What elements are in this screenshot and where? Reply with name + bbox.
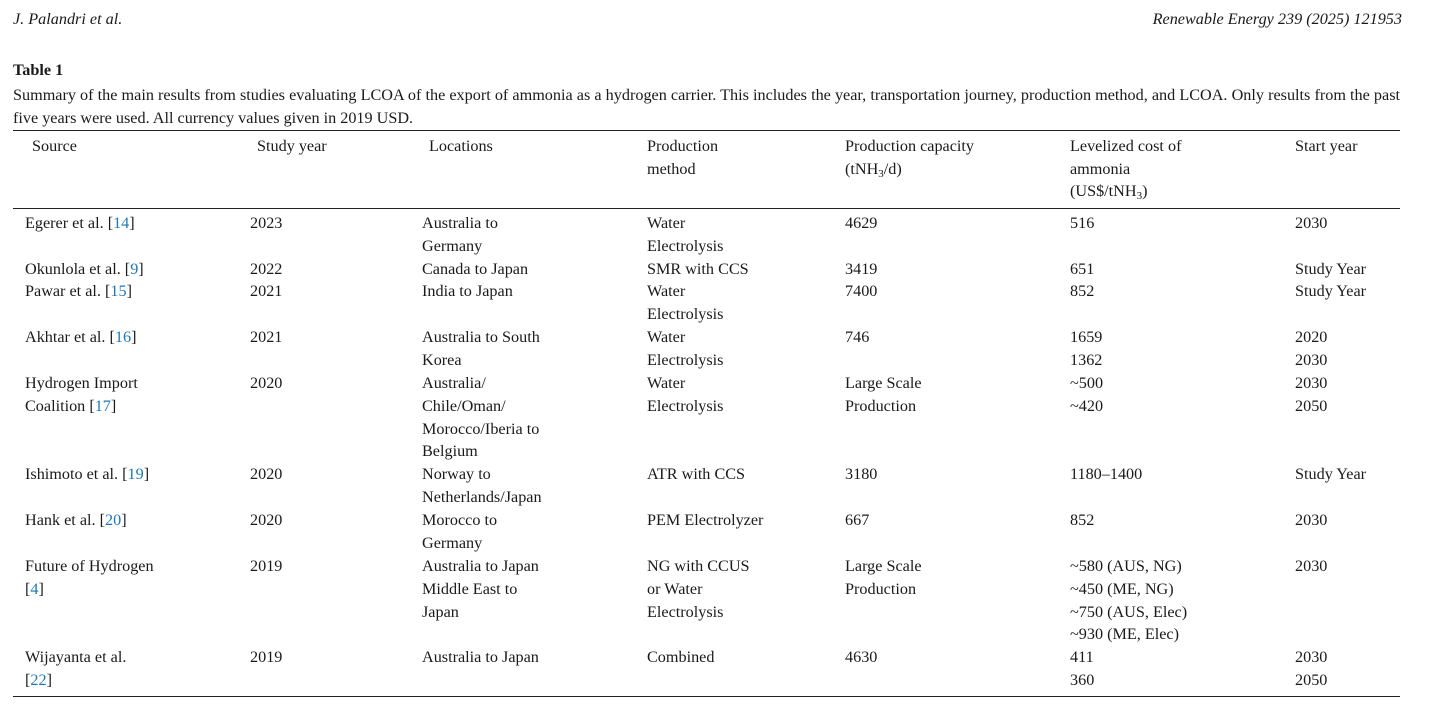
cell-source — [25, 280, 132, 303]
source-line — [25, 646, 126, 669]
cell-locations-line: Morocco to — [422, 511, 498, 529]
ref-bracket: ] — [131, 328, 137, 346]
cell-start-year-line: Study Year — [1295, 282, 1367, 300]
citation-link[interactable]: 22 — [30, 670, 47, 689]
cell-locations-line: Germany — [422, 533, 483, 552]
ref-bracket: [ — [124, 260, 131, 278]
cell-locations — [422, 509, 497, 555]
unit-part: ) — [1142, 182, 1148, 200]
col-header-lcoa-unit — [1070, 180, 1181, 203]
cell-locations-line: Korea — [422, 350, 462, 369]
cell-lcoa — [1070, 326, 1102, 372]
source-text: Okunlola et al. — [25, 260, 125, 278]
cell-lcoa — [1070, 463, 1142, 486]
cell-production-capacity — [845, 463, 877, 486]
cell-locations-line: Norway to — [422, 465, 491, 483]
cell-locations — [422, 646, 539, 669]
cell-production-capacity-line: 4629 — [845, 214, 878, 232]
cell-production-method-line: Water — [647, 328, 686, 346]
source-text: Hank et al. — [25, 511, 100, 529]
source-text: Future of Hydrogen — [25, 557, 154, 575]
col-header-study-year: Study year — [257, 137, 327, 155]
cell-production-capacity-line: Production — [845, 579, 917, 598]
cell-locations-line: Middle East to — [422, 579, 518, 598]
running-head — [13, 10, 1402, 32]
cell-production-capacity — [845, 372, 922, 418]
cell-production-method-line: Water — [647, 374, 686, 392]
cell-production-capacity-line: Production — [845, 396, 917, 415]
col-header-production-method — [647, 135, 718, 180]
ref-bracket: ] — [126, 282, 132, 300]
cell-production-capacity-line: 746 — [845, 328, 870, 346]
source-line — [25, 669, 126, 692]
ref-bracket: [ — [89, 396, 95, 415]
table-header-rule — [13, 208, 1400, 209]
ref-bracket: [ — [107, 214, 114, 232]
source-text: Wijayanta et al. — [25, 648, 127, 666]
source-line — [25, 578, 154, 601]
cell-study-year: 2019 — [250, 557, 283, 575]
source-line — [25, 326, 136, 349]
citation-link[interactable]: 17 — [94, 396, 111, 415]
ref-bracket: [ — [25, 579, 31, 598]
cell-lcoa — [1070, 646, 1094, 692]
cell-production-capacity — [845, 212, 877, 235]
cell-production-method-line: Electrolysis — [647, 236, 724, 255]
ref-bracket: ] — [110, 396, 117, 415]
cell-study-year: 2022 — [250, 260, 283, 278]
cell-production-method-line: or Water — [647, 579, 703, 598]
cell-lcoa — [1070, 258, 1094, 281]
cell-locations — [422, 463, 542, 509]
cell-production-capacity-line: Large Scale — [845, 557, 922, 575]
cell-source — [25, 463, 149, 486]
cell-study-year: 2021 — [250, 282, 283, 300]
cell-start-year — [1295, 372, 1327, 418]
cell-locations-line: Japan — [422, 602, 459, 621]
col-header-lcoa-line1: Levelized cost of — [1070, 137, 1182, 155]
cell-lcoa-line: ~500 — [1070, 374, 1104, 392]
ref-bracket: [ — [105, 282, 111, 300]
col-header-source: Source — [32, 137, 77, 155]
cell-production-method — [647, 212, 723, 258]
table-caption: Summary of the main results from studies evaluating LCOA of the export of ammonia as a hydrogen carrier. This includes the year, transportation journey, production method, and LCOA. Only results from the past five years were used. All currency values given in 2019 USD. — [13, 86, 1400, 127]
cell-production-method — [647, 555, 750, 623]
cell-lcoa — [1070, 280, 1094, 303]
col-header-production-method-line1: Production — [647, 137, 719, 155]
citation-link[interactable]: 14 — [113, 214, 130, 232]
cell-start-year — [1295, 326, 1327, 372]
cell-study-year: 2019 — [250, 648, 283, 666]
citation-link[interactable]: 20 — [105, 511, 122, 529]
cell-lcoa-line: ~450 (ME, NG) — [1070, 579, 1174, 598]
cell-production-method — [647, 258, 749, 281]
ref-bracket: [ — [99, 511, 106, 529]
cell-locations — [422, 280, 513, 303]
source-line — [25, 212, 135, 235]
cell-lcoa — [1070, 555, 1187, 646]
col-header-lcoa-line2: ammonia — [1070, 159, 1131, 178]
cell-production-method-line: NG with CCUS — [647, 557, 750, 575]
running-head-authors: J. Palandri et al. — [13, 10, 123, 28]
cell-locations-line: India to Japan — [422, 282, 513, 300]
citation-link[interactable]: 16 — [114, 328, 132, 346]
col-header-production-capacity — [845, 135, 974, 180]
source-text: Coalition — [25, 396, 90, 415]
cell-lcoa-line: 1659 — [1070, 328, 1103, 346]
cell-start-year — [1295, 463, 1366, 486]
ref-bracket: ] — [46, 670, 52, 689]
col-header-production-method-line2: method — [647, 159, 696, 178]
ref-bracket: ] — [138, 260, 144, 278]
unit-part: (US$/tNH — [1070, 182, 1137, 200]
cell-locations-line: Australia to — [422, 214, 498, 232]
unit-part: /d) — [883, 159, 902, 178]
cell-lcoa-line: 516 — [1070, 214, 1095, 232]
cell-start-year — [1295, 509, 1327, 532]
cell-start-year-line: 2020 — [1295, 328, 1328, 346]
cell-lcoa-line: ~420 — [1070, 396, 1104, 415]
source-text: Akhtar et al. — [25, 328, 110, 346]
cell-production-capacity — [845, 555, 922, 601]
ref-bracket: [ — [122, 465, 128, 483]
cell-source — [25, 555, 154, 601]
citation-link[interactable]: 4 — [30, 579, 39, 598]
table-top-rule — [13, 130, 1400, 131]
cell-production-method — [647, 326, 723, 372]
cell-lcoa — [1070, 372, 1103, 418]
cell-production-method-line: Electrolysis — [647, 350, 724, 369]
cell-source — [25, 509, 127, 532]
cell-source — [25, 212, 135, 235]
cell-production-method — [647, 280, 723, 326]
cell-production-method-line: Electrolysis — [647, 602, 724, 621]
source-line — [25, 509, 127, 532]
cell-study-year: 2021 — [250, 328, 283, 346]
cell-production-method-line: SMR with CCS — [647, 260, 749, 278]
cell-locations-line: Netherlands/Japan — [422, 487, 542, 506]
cell-production-capacity — [845, 509, 869, 532]
cell-locations-line: Chile/Oman/ — [422, 396, 506, 415]
cell-study-year: 2020 — [250, 511, 283, 529]
cell-source — [25, 646, 126, 692]
col-header-locations: Locations — [429, 137, 493, 155]
cell-locations-line: Australia/ — [422, 374, 486, 392]
ref-bracket: ] — [38, 579, 44, 598]
cell-lcoa-line: ~930 (ME, Elec) — [1070, 625, 1179, 644]
cell-production-method — [647, 509, 763, 532]
cell-start-year-line: 2030 — [1295, 511, 1328, 529]
cell-production-capacity-line: 667 — [845, 511, 870, 529]
citation-link[interactable]: 15 — [110, 282, 127, 300]
ref-bracket: ] — [143, 465, 150, 483]
cell-production-method-line: Combined — [647, 648, 715, 666]
col-header-lcoa — [1070, 135, 1181, 203]
cell-start-year — [1295, 212, 1327, 235]
cell-start-year-line: 2050 — [1295, 670, 1328, 689]
cell-start-year — [1295, 555, 1327, 578]
table-bottom-rule — [13, 696, 1400, 697]
cell-start-year — [1295, 280, 1366, 303]
source-line — [25, 258, 144, 281]
cell-start-year-line: 2030 — [1295, 214, 1328, 232]
cell-production-method — [647, 463, 745, 486]
source-text: Ishimoto et al. — [25, 465, 123, 483]
table-label: Table 1 — [13, 61, 64, 79]
cell-locations — [422, 555, 539, 623]
cell-production-method-line: PEM Electrolyzer — [647, 511, 764, 529]
source-line — [25, 372, 138, 395]
source-line — [25, 463, 149, 486]
cell-production-method-line: Electrolysis — [647, 304, 724, 323]
cell-production-capacity — [845, 280, 877, 303]
cell-production-method-line: ATR with CCS — [647, 465, 746, 483]
cell-start-year — [1295, 258, 1366, 281]
cell-locations — [422, 258, 528, 281]
cell-production-capacity-line: Large Scale — [845, 374, 922, 392]
cell-lcoa-line: 411 — [1070, 648, 1094, 666]
cell-production-capacity-line: 3419 — [845, 260, 878, 278]
cell-start-year-line: 2030 — [1295, 374, 1328, 392]
ref-bracket: [ — [25, 670, 31, 689]
cell-lcoa-line: 1180–1400 — [1070, 465, 1143, 483]
cell-production-method-line: Water — [647, 282, 686, 300]
cell-source — [25, 372, 138, 418]
col-header-production-capacity-line1: Production capacity — [845, 137, 975, 155]
cell-source — [25, 258, 144, 281]
cell-lcoa-line: ~580 (AUS, NG) — [1070, 557, 1182, 575]
cell-locations-line: Australia to Japan — [422, 648, 539, 666]
cell-lcoa-line: ~750 (AUS, Elec) — [1070, 602, 1188, 621]
source-text: Egerer et al. — [25, 214, 108, 232]
source-line — [25, 395, 138, 418]
unit-subscript: 3 — [878, 167, 884, 180]
cell-production-capacity-line: 3180 — [845, 465, 878, 483]
cell-production-capacity — [845, 326, 869, 349]
source-line — [25, 280, 132, 303]
cell-source — [25, 326, 136, 349]
cell-study-year: 2023 — [250, 214, 283, 232]
cell-locations-line: Morocco/Iberia to — [422, 419, 540, 438]
cell-study-year: 2020 — [250, 465, 283, 483]
cell-locations — [422, 372, 539, 463]
cell-lcoa-line: 1362 — [1070, 350, 1103, 369]
cell-lcoa-line: 360 — [1070, 670, 1095, 689]
col-header-production-capacity-unit — [845, 158, 974, 181]
cell-production-method-line: Electrolysis — [647, 396, 724, 415]
running-head-journal: Renewable Energy 239 (2025) 121953 — [1152, 10, 1402, 28]
cell-lcoa-line: 852 — [1070, 511, 1095, 529]
cell-locations-line: Germany — [422, 236, 483, 255]
cell-lcoa-line: 852 — [1070, 282, 1095, 300]
cell-locations-line: Belgium — [422, 442, 478, 461]
cell-production-capacity — [845, 646, 877, 669]
unit-subscript: 3 — [1136, 190, 1143, 202]
cell-locations-line: Canada to Japan — [422, 260, 529, 278]
col-header-start-year: Start year — [1295, 137, 1358, 155]
cell-start-year-line: 2050 — [1295, 396, 1328, 415]
cell-lcoa — [1070, 509, 1094, 532]
cell-production-capacity — [845, 258, 877, 281]
cell-locations-line: Australia to South — [422, 328, 540, 346]
cell-production-method — [647, 372, 723, 418]
source-line — [25, 555, 154, 578]
cell-lcoa-line: 651 — [1070, 260, 1095, 278]
cell-start-year-line: 2030 — [1295, 557, 1328, 575]
ref-bracket: [ — [109, 328, 115, 346]
cell-start-year-line: 2030 — [1295, 350, 1328, 369]
cell-production-capacity-line: 4630 — [845, 648, 878, 666]
cell-start-year — [1295, 646, 1327, 692]
cell-lcoa — [1070, 212, 1094, 235]
cell-locations-line: Australia to Japan — [422, 557, 539, 575]
cell-locations — [422, 212, 498, 258]
cell-study-year: 2020 — [250, 374, 283, 392]
citation-link[interactable]: 19 — [127, 465, 144, 483]
cell-start-year-line: Study Year — [1295, 465, 1367, 483]
cell-production-method-line: Water — [647, 214, 686, 232]
cell-locations — [422, 326, 540, 372]
cell-production-method — [647, 646, 714, 669]
source-text: Pawar et al. — [25, 282, 106, 300]
citation-link[interactable]: 9 — [130, 260, 139, 278]
unit-part: (tNH — [845, 159, 879, 178]
cell-production-capacity-line: 7400 — [845, 282, 878, 300]
ref-bracket: ] — [129, 214, 135, 232]
cell-start-year-line: 2030 — [1295, 648, 1328, 666]
cell-start-year-line: Study Year — [1295, 260, 1367, 278]
source-text: Hydrogen Import — [25, 374, 138, 392]
ref-bracket: ] — [121, 511, 127, 529]
